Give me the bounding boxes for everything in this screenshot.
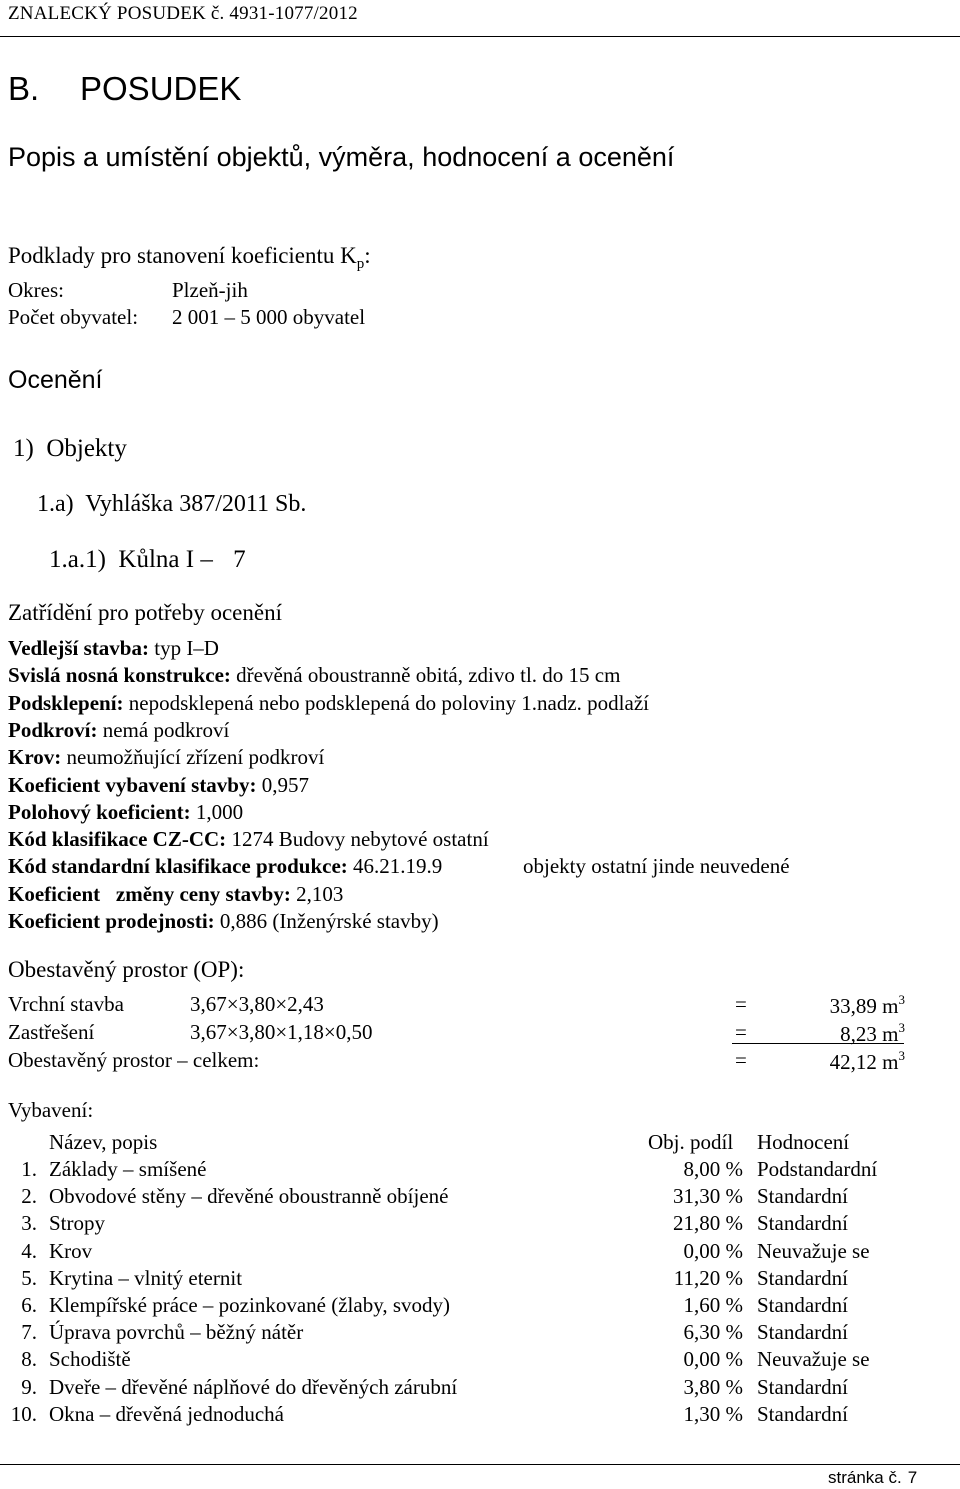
vybaveni-row-name: Schodiště	[49, 1347, 131, 1372]
zatrideni-row	[8, 773, 309, 798]
zatrideni-value: 0,886 (Inženýrské stavby)	[214, 909, 439, 933]
vybaveni-row-rating: Standardní	[757, 1211, 848, 1236]
kulna-heading: 1.a.1) Kůlna I – 7	[49, 546, 246, 573]
obyvatel-value: 2 001 – 5 000 obyvatel	[172, 305, 366, 329]
op-row-value	[830, 1048, 905, 1075]
objekty-heading: 1) Objekty	[13, 435, 127, 462]
zatrideni-label: Koeficient vybavení stavby:	[8, 772, 257, 797]
op-row-unit-sup: 3	[898, 1048, 905, 1063]
vybaveni-row-number: 2.	[21, 1184, 37, 1209]
oceneni-heading: Ocenění	[8, 366, 103, 394]
section-letter: B.	[8, 70, 40, 107]
zatrideni-extra: objekty ostatní jinde neuvedené	[523, 854, 790, 879]
vybaveni-row-rating: Podstandardní	[757, 1157, 878, 1181]
vybaveni-row-name: Okna – dřevěná jednoduchá	[49, 1401, 284, 1426]
kp-heading: Podklady pro stanovení koeficientu $K_p$:	[8, 243, 371, 272]
vybaveni-row-name: Klempířské práce – pozinkované (žlaby, svody)	[49, 1293, 450, 1317]
zatrideni-label: Svislá nosná konstrukce:	[8, 663, 231, 688]
op-row-label: Obestavěný prostor – celkem:	[8, 1048, 260, 1072]
zatrideni-label: Koeficient změny ceny stavby:	[8, 881, 291, 906]
vybaveni-row-name: Úprava povrchů – běžný nátěr	[49, 1320, 304, 1345]
zatrideni-row	[8, 909, 439, 934]
vybaveni-row-number: 4.	[21, 1238, 37, 1263]
vyhlaska-heading: 1.a) Vyhláška 387/2011 Sb.	[37, 491, 307, 517]
vybaveni-row-number: 3.	[21, 1211, 37, 1236]
zatrideni-row	[8, 800, 243, 825]
op-row-eq: =	[735, 992, 747, 1016]
zatrideni-row	[8, 827, 489, 852]
op-row-unit-sup: 3	[898, 992, 905, 1007]
op-row-label: Vrchní stavba	[8, 992, 124, 1016]
vybaveni-row-rating: Standardní	[757, 1265, 848, 1290]
vybaveni-row-name: Základy – smíšené	[49, 1157, 207, 1181]
vybaveni-row-rating: Standardní	[757, 1401, 848, 1426]
okres-label: Okres:	[8, 278, 64, 302]
vybaveni-row-number: 9.	[21, 1374, 37, 1399]
op-heading: Obestavěný prostor (OP):	[8, 957, 245, 982]
op-row-unit-sup: 3	[898, 1020, 905, 1035]
zatrideni-label: Vedlejší stavba:	[8, 636, 149, 660]
col-header-name: Název, popis	[49, 1130, 158, 1154]
vybaveni-row-name: Krytina – vlnitý eternit	[49, 1265, 243, 1290]
zatrideni-row	[8, 882, 343, 907]
op-row-label: Zastřešení	[8, 1020, 95, 1044]
zatrideni-row	[8, 854, 442, 879]
page-footer: stránka č. 7	[828, 1468, 918, 1487]
vybaveni-row-share: 3,80 %	[683, 1374, 743, 1399]
vybaveni-row-number: 5.	[21, 1265, 37, 1290]
zatrideni-value: 1274 Budovy nebytové ostatní	[226, 827, 489, 852]
zatrideni-value: nemá podkroví	[97, 717, 230, 742]
zatrideni-label: Kód klasifikace CZ-CC:	[8, 827, 227, 852]
zatrideni-value: typ I–D	[148, 636, 219, 660]
op-row-value-text: 33,89 m	[829, 994, 899, 1018]
zatrideni-value: neumožňující zřízení podkroví	[61, 745, 325, 770]
zatrideni-row	[8, 663, 620, 688]
vybaveni-row-number: 1.	[21, 1157, 37, 1181]
zatrideni-label: Podkroví:	[8, 717, 98, 742]
vybaveni-row-share: 1,30 %	[683, 1401, 743, 1426]
op-row-eq: =	[735, 1048, 747, 1072]
vybaveni-row-share: 6,30 %	[683, 1320, 743, 1345]
vybaveni-row-name: Obvodové stěny – dřevěné oboustranně obíjené	[49, 1184, 449, 1209]
vybaveni-row-rating: Standardní	[757, 1320, 848, 1345]
vybaveni-row-share: 11,20 %	[673, 1265, 743, 1290]
obyvatel-label: Počet obyvatel:	[8, 305, 139, 329]
footer-rule	[0, 1464, 960, 1465]
zatrideni-value: dřevěná oboustranně obitá, zdivo tl. do 15 cm	[230, 663, 621, 688]
zatrideni-row	[8, 745, 324, 770]
op-row-value-text: 8,23 m	[840, 1022, 899, 1046]
zatrideni-label: Kód standardní klasifikace produkce:	[8, 854, 348, 879]
zatrideni-value: 2,103	[290, 881, 344, 906]
zatrideni-label: Polohový koeficient:	[8, 799, 191, 824]
zatrideni-row	[8, 691, 649, 716]
vybaveni-row-share: 1,60 %	[683, 1293, 743, 1317]
vybaveni-row-number: 7.	[21, 1320, 37, 1345]
vybaveni-row-rating: Standardní	[757, 1374, 848, 1399]
page-title: Popis a umístění objektů, výměra, hodnocení a ocenění	[8, 142, 675, 172]
zatrideni-row	[8, 718, 229, 743]
vybaveni-row-share: 31,30 %	[673, 1184, 743, 1209]
op-row-value	[830, 992, 905, 1019]
zatrideni-heading: Zatřídění pro potřeby ocenění	[8, 600, 282, 625]
zatrideni-value: 1,000	[190, 799, 244, 824]
vybaveni-row-rating: Neuvažuje se	[757, 1347, 870, 1372]
zatrideni-value: 46.21.19.9	[347, 854, 443, 879]
document-header: ZNALECKÝ POSUDEK č. 4931-1077/2012	[8, 3, 358, 24]
vybaveni-row-number: 8.	[21, 1347, 37, 1372]
vybaveni-row-number: 6.	[21, 1293, 37, 1317]
vybaveni-row-name: Stropy	[49, 1211, 106, 1236]
vybaveni-row-share: 0,00 %	[683, 1238, 743, 1263]
col-header-rating: Hodnocení	[757, 1130, 850, 1154]
op-row-eq: =	[735, 1020, 747, 1044]
zatrideni-value: 0,957	[256, 772, 309, 797]
vybaveni-row-number: 10.	[10, 1401, 37, 1426]
vybaveni-row-share: 0,00 %	[683, 1347, 743, 1372]
zatrideni-label: Koeficient prodejnosti:	[8, 909, 215, 933]
zatrideni-value: nepodsklepená nebo podsklepená do poloviny 1.nadz. podlaží	[123, 690, 649, 715]
col-header-share: Obj. podíl	[648, 1130, 734, 1154]
sum-rule	[732, 1043, 904, 1044]
vybaveni-heading: Vybavení:	[8, 1098, 94, 1122]
vybaveni-row-name: Dveře – dřevěné náplňové do dřevěných zárubní	[49, 1374, 458, 1399]
vybaveni-row-share: 8,00 %	[683, 1157, 743, 1181]
zatrideni-label: Podsklepení:	[8, 690, 124, 715]
vybaveni-row-rating: Standardní	[757, 1184, 848, 1209]
zatrideni-row	[8, 636, 219, 661]
zatrideni-label: Krov:	[8, 745, 62, 770]
vybaveni-row-name: Krov	[49, 1238, 93, 1263]
op-row-formula: 3,67×3,80×1,18×0,50	[190, 1020, 373, 1044]
op-row-value-text: 42,12 m	[829, 1050, 899, 1074]
section-title: POSUDEK	[80, 70, 242, 107]
header-rule	[0, 36, 960, 37]
vybaveni-row-rating: Neuvažuje se	[757, 1238, 870, 1263]
op-row-formula: 3,67×3,80×2,43	[190, 992, 324, 1016]
okres-value: Plzeň-jih	[172, 278, 248, 302]
vybaveni-row-rating: Standardní	[757, 1293, 848, 1317]
vybaveni-row-share: 21,80 %	[673, 1211, 743, 1236]
